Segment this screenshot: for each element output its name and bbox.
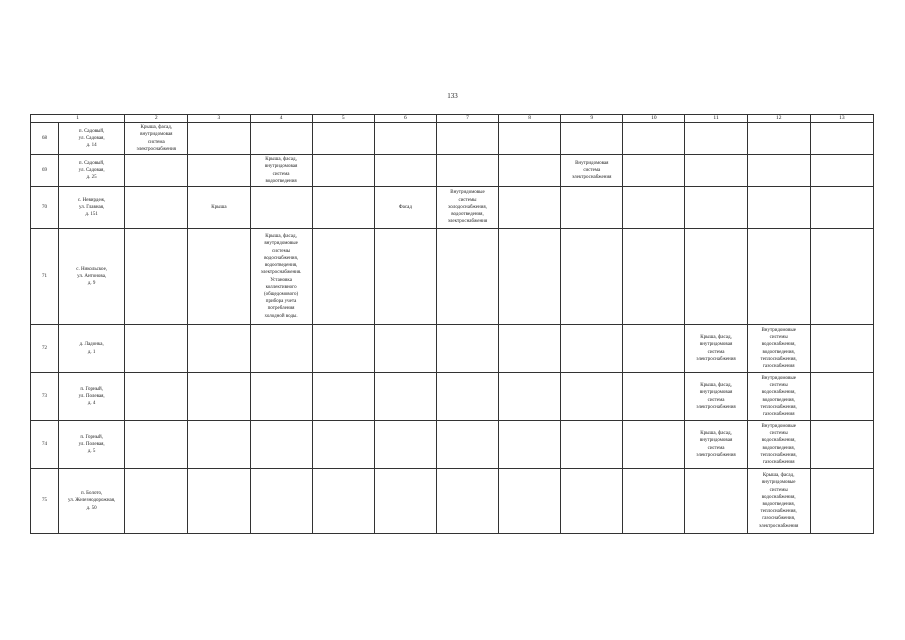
header-cell: 1 [31,115,125,123]
work-cell [623,229,685,325]
work-cell: Внутридомовая система электроснабжения [561,155,623,187]
work-cell [436,155,498,187]
work-cell [499,187,561,229]
work-cell [499,155,561,187]
row-number: 69 [31,155,59,187]
work-cell [499,123,561,155]
work-cell [436,421,498,469]
address-cell: п. Садовый, ул. Садовая, д. 25 [59,155,125,187]
work-cell [312,123,374,155]
work-cell [747,155,810,187]
work-cell: Внутридомовые системы водоснабжения, водоотведения, теплоснабжения, газоснабжения [747,325,810,373]
work-cell [125,229,188,325]
work-cell: Фасад [374,187,436,229]
work-cell [685,229,747,325]
header-cell: 9 [561,115,623,123]
address-cell: п. Горный, ул. Полевая, д. 4 [59,373,125,421]
work-cell [250,421,312,469]
header-cell: 6 [374,115,436,123]
work-cell: Крыша, фасад, внутридомовая система водоотведения [250,155,312,187]
header-cell: 8 [499,115,561,123]
work-cell [250,123,312,155]
work-cell [188,469,250,534]
work-cell [436,123,498,155]
work-cell [623,123,685,155]
work-cell: Крыша, фасад, внутридомовая система электроснабжения [685,325,747,373]
work-cell: Крыша, фасад, внутридомовая система электроснабжения [685,421,747,469]
work-cell [436,325,498,373]
work-cell [499,469,561,534]
work-cell [810,229,873,325]
work-cell [312,325,374,373]
address-cell: п. Горный, ул. Полевая, д. 5 [59,421,125,469]
header-cell: 12 [747,115,810,123]
work-cell [374,469,436,534]
work-cell [561,123,623,155]
work-cell [250,325,312,373]
work-cell [810,469,873,534]
work-cell [810,373,873,421]
page-number: 133 [447,92,458,100]
work-cell [125,155,188,187]
work-cell [810,123,873,155]
work-cell [499,325,561,373]
work-cell [810,421,873,469]
work-cell: Внутридомовые системы водоснабжения, водоотведения, теплоснабжения, газоснабжения [747,421,810,469]
header-cell: 3 [188,115,250,123]
work-cell [188,421,250,469]
work-cell [623,421,685,469]
work-cell: Крыша, фасад, внутридомовая система электроснабжения [685,373,747,421]
work-cell [188,155,250,187]
work-cell [561,421,623,469]
work-cell [561,187,623,229]
row-number: 68 [31,123,59,155]
work-cell [561,229,623,325]
header-row [31,115,874,123]
table-row [31,373,874,421]
work-cell [810,187,873,229]
table-row [31,229,874,325]
repair-schedule-table [30,114,874,534]
header-cell: 7 [436,115,498,123]
work-cell: Крыша, фасад, внутридомовая система электроснабжения [125,123,188,155]
work-cell [250,469,312,534]
work-cell [312,155,374,187]
work-cell [374,123,436,155]
work-cell [685,469,747,534]
work-cell [623,325,685,373]
table-row [31,421,874,469]
address-cell: п. Садовый, ул. Садовая, д. 14 [59,123,125,155]
work-cell [312,229,374,325]
work-cell [561,373,623,421]
work-cell [188,373,250,421]
work-cell [685,155,747,187]
header-cell: 13 [810,115,873,123]
row-number: 73 [31,373,59,421]
table-row [31,469,874,534]
work-cell: Внутридомовые системы водоснабжения, водоотведения, теплоснабжения, газоснабжения [747,373,810,421]
work-cell [623,187,685,229]
work-cell [747,229,810,325]
work-cell: Крыша [188,187,250,229]
work-cell: Крыша, фасад, внутридомовые системы водоснабжения, водоотведения, теплоснабжения, газоснабжения, электроснабжения [747,469,810,534]
work-cell [810,155,873,187]
table-row [31,187,874,229]
work-cell [125,325,188,373]
work-cell [125,373,188,421]
work-cell [436,373,498,421]
work-cell [125,469,188,534]
work-cell [499,421,561,469]
work-cell [623,155,685,187]
work-cell [125,187,188,229]
table-row [31,155,874,187]
work-cell: Крыша, фасад, внутридомовые системы водоснабжения, водоотведения, электроснабжения. Установка коллективного (общедомового) прибора учета потребления холодной воды. [250,229,312,325]
work-cell [561,469,623,534]
table-row [31,123,874,155]
work-cell [685,187,747,229]
work-cell [747,123,810,155]
work-cell [499,229,561,325]
work-cell [374,325,436,373]
work-cell [188,123,250,155]
work-cell [250,373,312,421]
address-cell: п. Болото, ул. Железнодорожная, д. 50 [59,469,125,534]
row-number: 72 [31,325,59,373]
header-cell: 5 [312,115,374,123]
work-cell [250,187,312,229]
work-cell [125,421,188,469]
work-cell [623,373,685,421]
work-cell [561,325,623,373]
address-cell: с. Невирдеж, ул. Главная, д. 151 [59,187,125,229]
work-cell [499,373,561,421]
row-number: 74 [31,421,59,469]
work-cell [312,373,374,421]
row-number: 70 [31,187,59,229]
header-cell: 4 [250,115,312,123]
work-cell [810,325,873,373]
work-cell [436,469,498,534]
work-cell [685,123,747,155]
address-cell: с. Никольское, ул. Антонова, д. 9 [59,229,125,325]
work-cell [312,187,374,229]
work-cell [312,421,374,469]
work-cell [312,469,374,534]
row-number: 71 [31,229,59,325]
work-cell [747,187,810,229]
work-cell [188,229,250,325]
row-number: 75 [31,469,59,534]
work-cell [623,469,685,534]
work-cell [436,229,498,325]
header-cell: 2 [125,115,188,123]
work-cell [188,325,250,373]
work-cell [374,373,436,421]
work-cell: Внутридомовые системы холодоснабжения, водоотведения, электроснабжения [436,187,498,229]
work-cell [374,229,436,325]
work-cell [374,421,436,469]
work-cell [374,155,436,187]
header-cell: 11 [685,115,747,123]
address-cell: д. Ладонка, д. 1 [59,325,125,373]
table-row [31,325,874,373]
header-cell: 10 [623,115,685,123]
